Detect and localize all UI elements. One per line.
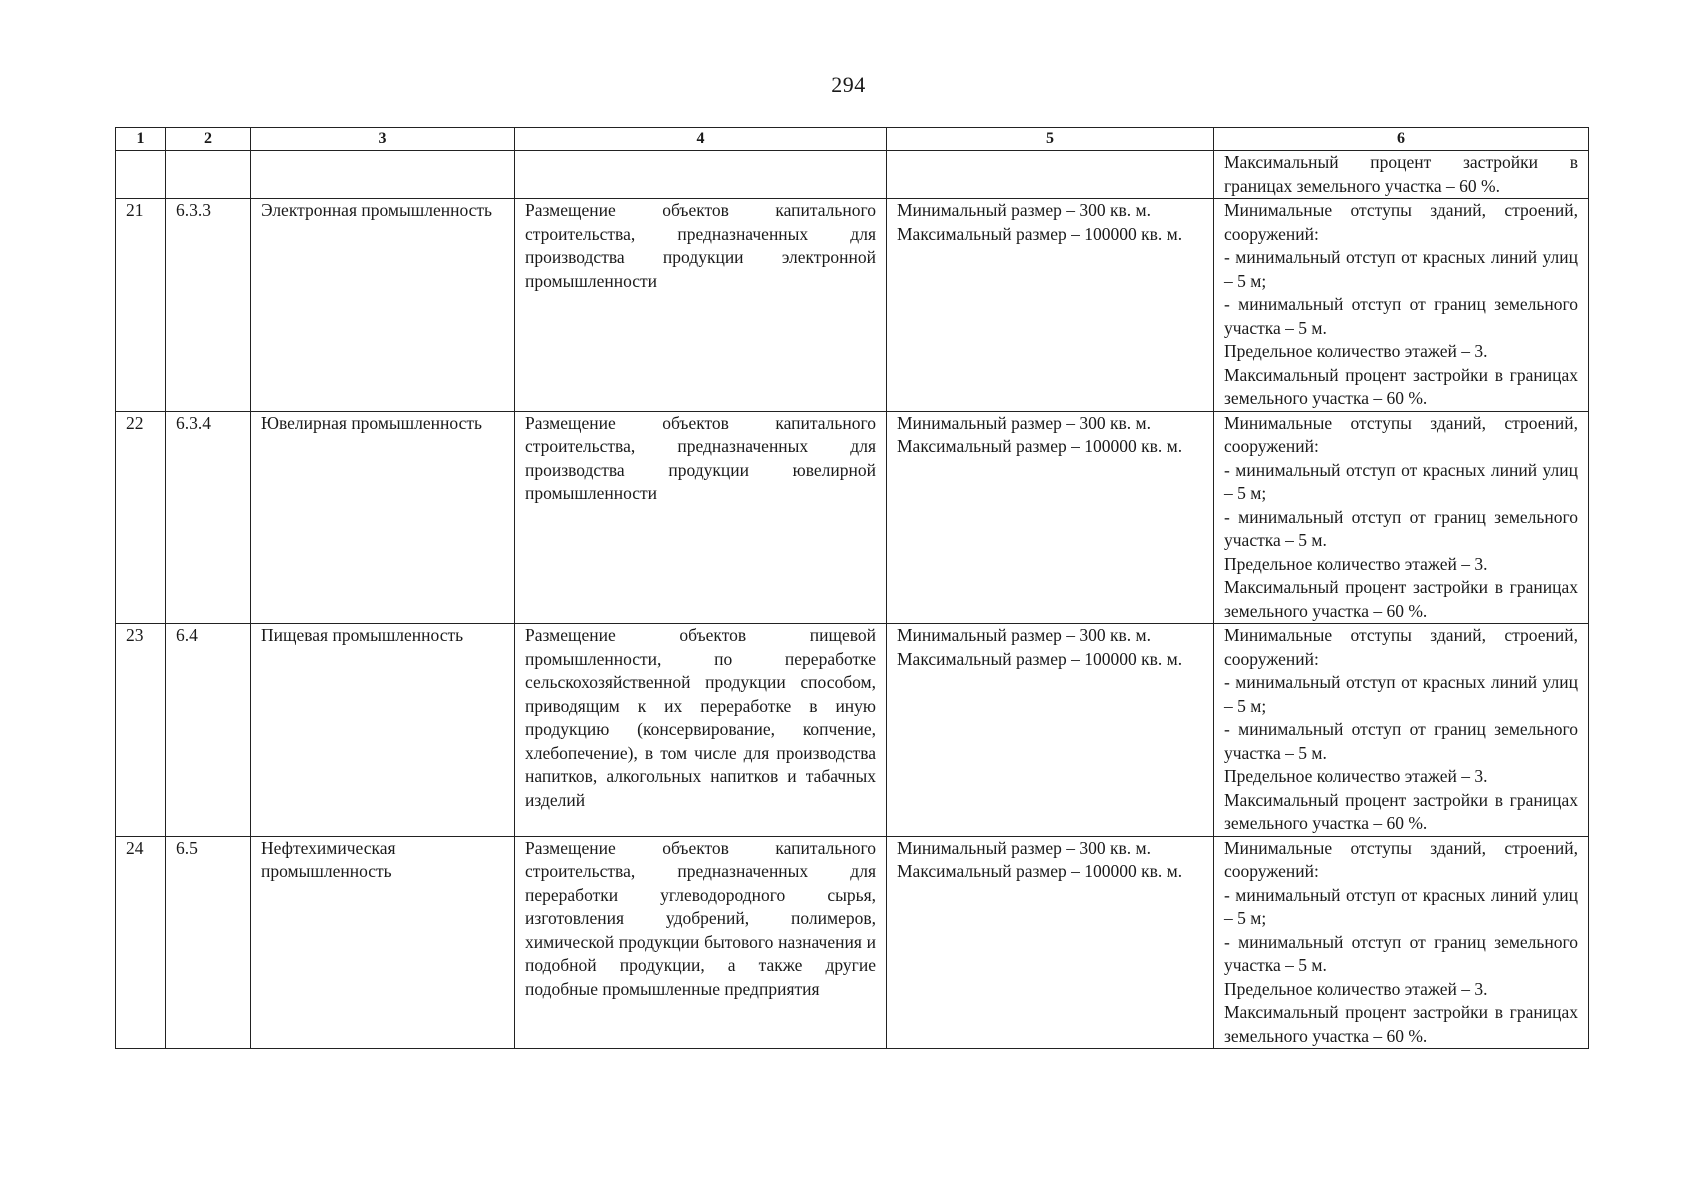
params-line: - минимальный отступ от границ земельного участка – 5 м.: [1224, 719, 1578, 763]
params-line: Предельное количество этажей – 3.: [1224, 553, 1488, 574]
empty-cell: [166, 151, 251, 199]
size-line: Максимальный размер – 100000 кв. м.: [897, 223, 1183, 244]
params-line: Максимальный процент застройки в границах земельного участка – 60 %.: [1224, 364, 1578, 408]
size-line: Минимальный размер – 300 кв. м.: [897, 412, 1151, 433]
header-row: [116, 128, 1589, 151]
params-line: - минимальный отступ от границ земельного участка – 5 м.: [1224, 294, 1578, 338]
params-line: - минимальный отступ от красных линий улиц – 5 м;: [1224, 247, 1578, 291]
row-code: 6.3.4: [166, 411, 251, 624]
row-description: Размещение объектов пищевой промышленности, по переработке сельскохозяйственной продукции способом, приводящим к их переработке в иную продукцию (консервирование, копчение, хлебопечение), в том числе для производства напитков, алкогольных напитков и табачных изделий: [515, 624, 887, 837]
params-line: Предельное количество этажей – 3.: [1224, 341, 1488, 361]
table-row: [116, 624, 1589, 837]
params-line: границах земельного участка – 60 %.: [1224, 175, 1500, 196]
column-header: 1: [116, 128, 166, 151]
params-line: Минимальные отступы зданий, строений, сооружений:: [1224, 200, 1578, 244]
size-cell: [887, 199, 1214, 412]
params-line: Предельное количество этажей – 3.: [1224, 978, 1488, 999]
empty-cell: [515, 151, 887, 199]
params-line: - минимальный отступ от красных линий улиц – 5 м;: [1224, 459, 1578, 503]
row-number: 24: [116, 836, 166, 1049]
params-line: Минимальные отступы зданий, строений, сооружений:: [1224, 625, 1578, 669]
row-number: 22: [116, 411, 166, 624]
size-line: Максимальный размер – 100000 кв. м.: [897, 648, 1183, 669]
size-line: Минимальный размер – 300 кв. м.: [897, 837, 1151, 858]
row-number: 23: [116, 624, 166, 837]
params-cell: [1214, 836, 1589, 1049]
params-line: Предельное количество этажей – 3.: [1224, 766, 1488, 786]
row-name: Пищевая промышленность: [251, 624, 515, 837]
params-line: Максимальный процент застройки в границах земельного участка – 60 %.: [1224, 1002, 1578, 1046]
size-cell: [887, 411, 1214, 624]
params-line: - минимальный отступ от границ земельного участка – 5 м.: [1224, 931, 1578, 975]
row-name: Электронная промышленность: [251, 199, 515, 412]
params-line: - минимальный отступ от красных линий улиц – 5 м;: [1224, 672, 1578, 716]
size-line: Максимальный размер – 100000 кв. м.: [897, 436, 1183, 456]
params-line: Минимальные отступы зданий, строений, сооружений:: [1224, 837, 1578, 881]
params-line: - минимальный отступ от красных линий улиц – 5 м;: [1224, 884, 1578, 928]
row-name: Ювелирная промышленность: [251, 411, 515, 624]
size-line: Максимальный размер – 100000 кв. м.: [897, 861, 1183, 881]
row-code: 6.4: [166, 624, 251, 837]
row-description: Размещение объектов капитального строительства, предназначенных для производства продукции электронной промышленности: [515, 199, 887, 412]
size-cell: [887, 836, 1214, 1049]
size-cell: [887, 624, 1214, 837]
params-line: Минимальные отступы зданий, строений, сооружений:: [1224, 412, 1578, 456]
column-header: 5: [887, 128, 1214, 151]
row-description: Размещение объектов капитального строительства, предназначенных для переработки углеводородного сырья, изготовления удобрений, полимеров, химической продукции бытового назначения и подобной продукции, а также другие подобные промышленные предприятия: [515, 836, 887, 1049]
continuation-row: [116, 151, 1589, 199]
params-cell: [1214, 151, 1589, 199]
empty-cell: [887, 151, 1214, 199]
column-header: 6: [1214, 128, 1589, 151]
params-line: Максимальный процент застройки в границах земельного участка – 60 %.: [1224, 789, 1578, 833]
row-code: 6.5: [166, 836, 251, 1049]
params-line: Максимальный процент застройки в: [1224, 152, 1578, 172]
params-cell: [1214, 199, 1589, 412]
size-line: Минимальный размер – 300 кв. м.: [897, 625, 1151, 645]
column-header: 2: [166, 128, 251, 151]
params-cell: [1214, 624, 1589, 837]
params-line: - минимальный отступ от границ земельного участка – 5 м.: [1224, 506, 1578, 550]
column-header: 4: [515, 128, 887, 151]
size-line: Минимальный размер – 300 кв. м.: [897, 200, 1151, 220]
row-description: Размещение объектов капитального строительства, предназначенных для производства продукции ювелирной промышленности: [515, 411, 887, 624]
row-code: 6.3.3: [166, 199, 251, 412]
table-row: [116, 411, 1589, 624]
table-row: [116, 836, 1589, 1049]
row-number: 21: [116, 199, 166, 412]
land-use-table: [115, 127, 1589, 1049]
column-header: 3: [251, 128, 515, 151]
empty-cell: [116, 151, 166, 199]
table-row: [116, 199, 1589, 412]
page-number: 294: [831, 72, 866, 97]
row-name: Нефтехимическая промышленность: [251, 836, 515, 1049]
empty-cell: [251, 151, 515, 199]
params-line: Максимальный процент застройки в границах земельного участка – 60 %.: [1224, 577, 1578, 621]
params-cell: [1214, 411, 1589, 624]
